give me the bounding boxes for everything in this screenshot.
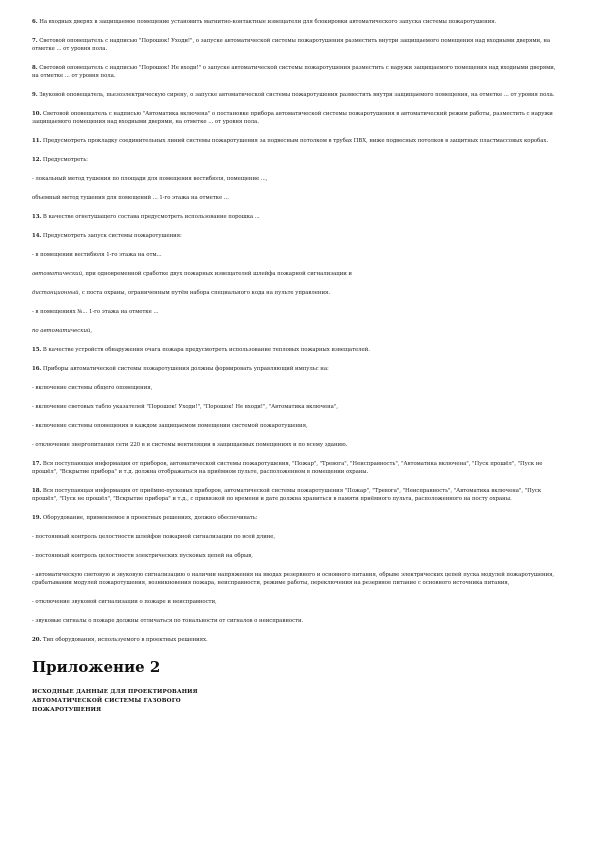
paragraph-text: Приборы автоматической системы пожаротушения должны формировать управляющий импульс на: — [42, 366, 329, 372]
paragraph-text: Оборудование, применяемое в проектных решениях, должно обеспечивать: — [42, 515, 258, 521]
paragraph-text: Предусмотреть: — [42, 157, 88, 163]
sub-paragraph — [32, 289, 562, 297]
numbered-paragraph — [32, 213, 562, 221]
paragraph-number: 7. — [32, 38, 38, 44]
sub-paragraph — [32, 571, 562, 587]
numbered-paragraph — [32, 460, 562, 476]
appendix-title: Приложение 2 — [32, 658, 161, 676]
document-page — [32, 18, 562, 715]
sub-paragraph — [32, 617, 562, 625]
paragraph-text: Световой оповещатель с надписью "Автоматика включена" о постановке прибора автоматической системы пожаротушения в автоматический режим работы, разместить с наружи защищаемого помещения над входными дверями, на отметке ... от уровня пола. — [32, 111, 553, 125]
numbered-paragraph — [32, 636, 562, 644]
paragraph-number: 12. — [32, 157, 42, 163]
paragraph-emphasis: по автоматический — [32, 328, 91, 334]
paragraph-text: В качестве огнетушащего состава предусмотреть использование порошка ... — [42, 214, 260, 220]
paragraph-text: с поста охраны, ограниченным путём набора специального кода на пульте управления. — [80, 290, 331, 296]
paragraph-text: Световой оповещатель с надписью "Порошок! Уходи!", о запуске автоматической системы пожаротушения разместить внутри защищаемого помещения над входными дверями, на отметке ... от уровня пола. — [32, 38, 551, 52]
numbered-paragraph — [32, 137, 562, 145]
sub-paragraph — [32, 251, 562, 259]
paragraph-number: 16. — [32, 366, 42, 372]
sub-paragraph — [32, 552, 562, 560]
paragraph-text: Тип оборудования, используемого в проектных решениях. — [42, 637, 208, 643]
requirements-list — [32, 18, 562, 644]
numbered-paragraph — [32, 514, 562, 522]
paragraph-number: 20. — [32, 637, 42, 643]
paragraph-text: Вся поступающая информация от приёмно-пусковых приборов, автоматической системы пожаротушения "Пожар", "Тревога", "Неисправность", "Автоматика включена", "Пуск прошёл", "Пуск не прошёл", "Вскрытие прибора" и т.д., с привязкой по времени и дате должна храниться в памяти приёмного пульта, расположенного на посту охраны. — [32, 488, 542, 502]
appendix-subtitle-line: ИСХОДНЫЕ ДАННЫЕ ДЛЯ ПРОЕКТИРОВАНИЯ — [32, 689, 198, 695]
sub-paragraph — [32, 308, 562, 316]
paragraph-text: объемный метод тушения для помещений ... 1-го этажа на отметке ... — [32, 195, 229, 201]
paragraph-number: 10. — [32, 111, 42, 117]
sub-paragraph — [32, 598, 562, 606]
sub-paragraph — [32, 533, 562, 541]
sub-paragraph — [32, 441, 562, 449]
paragraph-emphasis: автоматический, — [32, 271, 84, 277]
paragraph-number: 14. — [32, 233, 42, 239]
paragraph-emphasis: дистанционный, — [32, 290, 81, 296]
paragraph-number: 15. — [32, 347, 42, 353]
sub-paragraph — [32, 175, 562, 183]
paragraph-text: Вся поступающая информация от приборов, автоматической системы пожаротушения, "Пожар", "Тревога", "Неисправность", "Автоматика включена", "Пуск прошёл", "Пуск не прошёл", "Вскрытие прибора" и т.д. должна отображаться на приёмном пульте, расположенном в помещении охраны. — [32, 461, 543, 475]
paragraph-text: На входных дверях в защищаемое помещение установить магнитно-контактные извещатели для блокировки автоматического запуска системы пожаротушения. — [39, 19, 497, 25]
paragraph-number: 17. — [32, 461, 42, 467]
numbered-paragraph — [32, 18, 562, 26]
paragraph-text: - постоянный контроль целостности шлейфов пожарной сигнализации по всей длине, — [32, 534, 276, 540]
paragraph-text: , — [90, 328, 92, 334]
paragraph-number: 13. — [32, 214, 42, 220]
numbered-paragraph — [32, 232, 562, 240]
paragraph-number: 9. — [32, 92, 38, 98]
paragraph-text: Световой оповещатель с надписью "Порошок! Не входи!" о запуске автоматической системы пожаротушения разместить с наружи защищаемого помещения над входными дверями, на отметке ... от уровня пола. — [32, 65, 556, 79]
sub-paragraph — [32, 422, 562, 430]
paragraph-text: при одновременной сработке двух пожарных извещателей шлейфа пожарной сигнализации и — [83, 271, 352, 277]
numbered-paragraph — [32, 365, 562, 373]
paragraph-text: Предусмотреть прокладку соединительных линий системы пожаротушения за подвесным потолком в трубах ПВХ, ниже подвесных потолков в защитных пластмассовых коробах. — [42, 138, 549, 144]
paragraph-text: Предусмотреть запуск системы пожаротушения: — [42, 233, 182, 239]
paragraph-text: - в помещении вестибюля 1-го этажа на отм... — [32, 252, 162, 258]
numbered-paragraph — [32, 156, 562, 164]
numbered-paragraph — [32, 91, 562, 99]
paragraph-text: - отключение энергопитания сети 220 в и системы вентиляции в защищаемых помещениях и по всему зданию. — [32, 442, 348, 448]
appendix-subtitle-line: ПОЖАРОТУШЕНИЯ — [32, 707, 102, 713]
paragraph-text: Звуковой оповещатель, пьезоэлектрическую сирену, о запуске автоматической системы пожаротушения разместить внутри защищаемого помещения, на отметке ... от уровня пола. — [39, 92, 555, 98]
sub-paragraph — [32, 194, 562, 202]
paragraph-text: - включение системы оповещения в каждом защищаемом помещении системой пожаротушения, — [32, 423, 308, 429]
paragraph-number: 18. — [32, 488, 42, 494]
sub-paragraph — [32, 403, 562, 411]
sub-paragraph — [32, 384, 562, 392]
paragraph-text: - автоматическую световую и звуковую сигнализацию о наличии напряжения на вводах резервного и основного питания, обрыве электрических цепей пуска модулей пожаротушения, срабатывании модулей пожаротушения, возникновения пожара, неисправности, режиме работы, переключения на резервное питание с основного источника питания, — [32, 572, 555, 586]
numbered-paragraph — [32, 110, 562, 126]
paragraph-text: - включение световых табло указателей "Порошок! Уходи!", "Порошок! Не входи!", "Автоматика включена", — [32, 404, 338, 410]
numbered-paragraph — [32, 346, 562, 354]
numbered-paragraph — [32, 37, 562, 53]
paragraph-number: 6. — [32, 19, 38, 25]
appendix-subtitle-line: АВТОМАТИЧЕСКОЙ СИСТЕМЫ ГАЗОВОГО — [32, 698, 181, 704]
sub-paragraph — [32, 270, 562, 278]
paragraph-text: В качестве устройств обнаружения очага пожара предусмотреть использование тепловых пожарных извещателей. — [42, 347, 370, 353]
paragraph-number: 11. — [32, 138, 42, 144]
paragraph-number: 8. — [32, 65, 38, 71]
numbered-paragraph — [32, 64, 562, 80]
paragraph-text: - отключение звуковой сигнализации о пожаре и неисправности, — [32, 599, 217, 605]
paragraph-number: 19. — [32, 515, 42, 521]
paragraph-text: - включение системы общего оповещения, — [32, 385, 153, 391]
paragraph-text: - звуковые сигналы о пожаре должны отличаться по тональности от сигналов о неисправности. — [32, 618, 304, 624]
paragraph-text: - постоянный контроль целостности электрических пусковых цепей на обрыв, — [32, 553, 253, 559]
numbered-paragraph — [32, 487, 562, 503]
paragraph-text: - в помещениях №... 1-го этажа на отметке ... — [32, 309, 159, 315]
paragraph-text: - локальный метод тушения по площади для помещения вестибюля, помещение ..., — [32, 176, 268, 182]
sub-paragraph — [32, 327, 562, 335]
